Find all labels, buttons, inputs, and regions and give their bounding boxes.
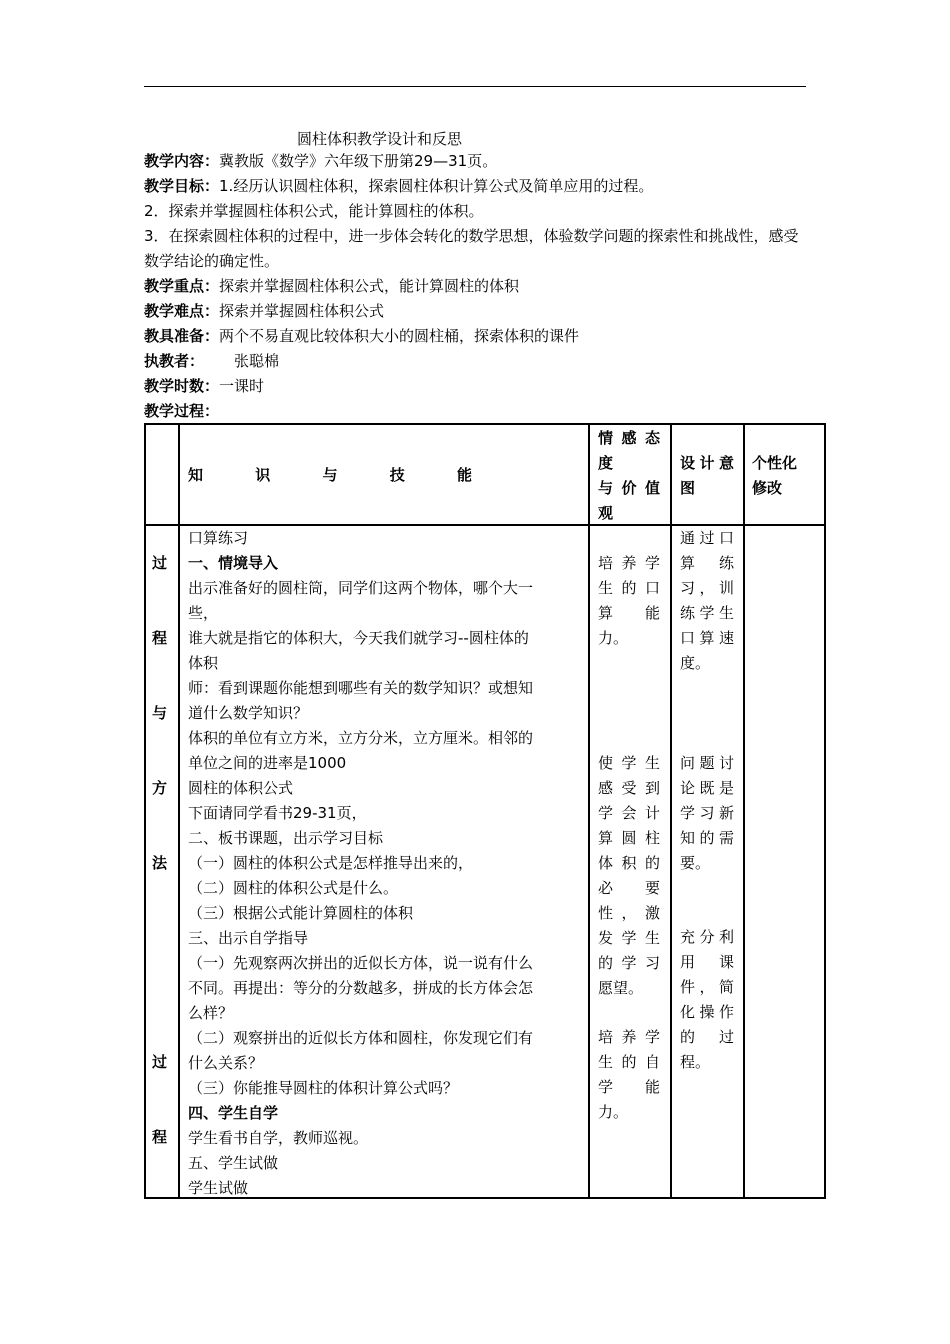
key-line [144, 274, 810, 299]
hours-line [144, 374, 810, 399]
knowledge-line: 圆柱的体积公式 [188, 779, 294, 797]
emotion-line: 生的自 [598, 1053, 660, 1071]
design-line: 问题讨 [680, 754, 734, 772]
header-knowledge-char: 识 [255, 466, 271, 484]
key-label: 教学重点： [144, 277, 220, 295]
header-personal-line: 修改 [752, 479, 783, 497]
table-col-divider-1 [178, 423, 180, 1199]
header-design-line: 设计意 [680, 454, 734, 472]
teacher-label: 执教者： [144, 352, 205, 370]
knowledge-line: （二）圆柱的体积公式是什么。 [188, 879, 399, 897]
design-line: 的 过 [680, 1028, 734, 1046]
knowledge-line: 五、学生试做 [188, 1154, 279, 1172]
knowledge-line: 下面请同学看书29-31页， [188, 804, 367, 822]
knowledge-line: 口算练习 [188, 529, 249, 547]
emotion-line: 感受到 [598, 779, 660, 797]
knowledge-line: （三）你能推导圆柱的体积计算公式吗？ [188, 1079, 459, 1097]
knowledge-heading: 四、学生自学 [188, 1104, 279, 1122]
design-block-1 [680, 526, 734, 676]
emotion-line: 使学生 [598, 754, 660, 772]
knowledge-line: （二）观察拼出的近似长方体和圆柱，你发现它们有 [188, 1029, 534, 1047]
header-rule [144, 86, 806, 87]
header-design-line: 图 [680, 479, 696, 497]
table-col-divider-4 [743, 423, 745, 1199]
emotion-line: 算 能 [598, 604, 660, 622]
design-line: 论既是 [680, 779, 734, 797]
emotion-line: 发学生 [598, 929, 660, 947]
knowledge-line: 什么关系？ [188, 1054, 264, 1072]
side-char: 程 [152, 629, 168, 647]
lesson-info [144, 149, 810, 424]
emotion-line: 培养学 [598, 1028, 660, 1046]
side-char: 过 [152, 554, 168, 572]
design-line: 用 课 [680, 953, 734, 971]
knowledge-line: 二、板书课题，出示学习目标 [188, 829, 384, 847]
knowledge-line: 三、出示自学指导 [188, 929, 309, 947]
knowledge-line: （一）圆柱的体积公式是怎样推导出来的， [188, 854, 474, 872]
knowledge-line: 学生看书自学，教师巡视。 [188, 1129, 369, 1147]
content-value: 冀教版《数学》六年级下册第29—31页。 [219, 152, 498, 170]
side-char: 过 [152, 1053, 168, 1071]
design-line: 化操作 [680, 1003, 734, 1021]
design-line: 算 练 [680, 554, 734, 572]
emotion-line: 生的口 [598, 579, 660, 597]
document-title: 圆柱体积教学设计和反思 [297, 130, 463, 148]
header-knowledge-char: 与 [322, 466, 338, 484]
hours-value: 一课时 [219, 377, 265, 395]
emotion-line: 力。 [598, 629, 629, 647]
content-line [144, 149, 810, 174]
design-line: 口算速 [680, 629, 734, 647]
emotion-line: 必 要 [598, 879, 660, 897]
knowledge-line: 体积 [188, 654, 219, 672]
design-line: 度。 [680, 654, 711, 672]
difficulty-line [144, 299, 810, 324]
design-line: 程。 [680, 1053, 711, 1071]
design-line: 学习新 [680, 804, 734, 822]
content-label: 教学内容： [144, 152, 220, 170]
emotion-line: 的学习 [598, 954, 660, 972]
side-char: 方 [152, 779, 168, 797]
header-personal-line: 个性化 [752, 454, 798, 472]
difficulty-value: 探索并掌握圆柱体积公式 [219, 302, 385, 320]
emotion-line: 培养学 [598, 554, 660, 572]
table-col-divider-3 [670, 423, 672, 1199]
knowledge-line: 不同。再提出：等分的分数越多，拼成的长方体会怎 [188, 979, 534, 997]
side-char: 程 [152, 1128, 168, 1146]
knowledge-line: 道什么数学知识？ [188, 704, 309, 722]
table-border-left [144, 423, 146, 1199]
goal-value: 1.经历认识圆柱体积，探索圆柱体积计算公式及简单应用的过程。 [219, 177, 654, 195]
header-emotion-line: 情感态 [598, 429, 660, 447]
emotion-block-1 [598, 551, 660, 651]
knowledge-line: 学生试做 [188, 1179, 249, 1197]
design-line: 练学生 [680, 604, 734, 622]
knowledge-line: （三）根据公式能计算圆柱的体积 [188, 904, 414, 922]
goal-line [144, 174, 810, 199]
table-col-divider-2 [588, 423, 590, 1199]
knowledge-line: 么样？ [188, 1004, 234, 1022]
header-knowledge-char: 技 [389, 466, 405, 484]
design-line: 习，训 [680, 579, 734, 597]
header-design [680, 451, 734, 501]
header-knowledge-char: 知 [188, 466, 204, 484]
teacher-line [144, 349, 810, 374]
header-knowledge [188, 463, 472, 488]
emotion-line: 学会计 [598, 804, 660, 822]
emotion-line: 性，激 [598, 904, 660, 922]
design-line: 知的需 [680, 829, 734, 847]
design-line: 充分利 [680, 928, 734, 946]
design-line: 要。 [680, 854, 711, 872]
process-line [144, 399, 810, 424]
design-line: 通过口 [680, 529, 734, 547]
emotion-line: 力。 [598, 1103, 629, 1121]
header-personal [752, 451, 818, 501]
knowledge-line: 师：看到课题你能想到哪些有关的数学知识？或想知 [188, 679, 534, 697]
tools-label: 教具准备： [144, 327, 220, 345]
knowledge-line: 些， [188, 604, 219, 622]
goal-label: 教学目标： [144, 177, 220, 195]
tools-value: 两个不易直观比较体积大小的圆柱桶，探索体积的课件 [219, 327, 580, 345]
header-emotion-line: 度 [598, 454, 614, 472]
side-char: 与 [152, 704, 168, 722]
knowledge-line: 单位之间的进率是1000 [188, 754, 347, 772]
table-border-right [824, 423, 826, 1199]
emotion-line: 学 能 [598, 1078, 660, 1096]
key-value: 探索并掌握圆柱体积公式，能计算圆柱的体积 [219, 277, 520, 295]
design-block-2 [680, 751, 734, 876]
design-line: 件，简 [680, 978, 734, 996]
emotion-line: 算圆柱 [598, 829, 660, 847]
side-char: 法 [152, 854, 168, 872]
hours-label: 教学时数： [144, 377, 220, 395]
table-border-top [144, 423, 826, 425]
process-label: 教学过程： [144, 402, 220, 420]
header-emotion [598, 426, 660, 526]
goal-2: 2．探索并掌握圆柱体积公式，能计算圆柱的体积。 [144, 202, 484, 220]
knowledge-line: 谁大就是指它的体积大，今天我们就学习--圆柱体的 [188, 629, 529, 647]
difficulty-label: 教学难点： [144, 302, 220, 320]
knowledge-column [188, 526, 582, 1201]
tools-line [144, 324, 810, 349]
knowledge-line: 出示准备好的圆柱筒，同学们这两个物体，哪个大一 [188, 579, 534, 597]
teacher-value: 张聪棉 [234, 352, 280, 370]
knowledge-line: （一）先观察两次拼出的近似长方体，说一说有什么 [188, 954, 534, 972]
header-emotion-line: 与价值 [598, 479, 660, 497]
emotion-line: 体积的 [598, 854, 660, 872]
goal-3: 3．在探索圆柱体积的过程中，进一步体会转化的数学思想，体验数学问题的探索性和挑战性，感受数学结论的确定性。 [144, 227, 799, 270]
header-emotion-line: 观 [598, 504, 614, 522]
design-block-3 [680, 925, 734, 1075]
knowledge-line: 体积的单位有立方米，立方分米，立方厘米。相邻的 [188, 729, 534, 747]
emotion-line: 愿望。 [598, 979, 644, 997]
emotion-block-3 [598, 1025, 660, 1125]
knowledge-heading: 一、情境导入 [188, 554, 279, 572]
emotion-block-2 [598, 751, 660, 1001]
header-knowledge-char: 能 [456, 466, 472, 484]
